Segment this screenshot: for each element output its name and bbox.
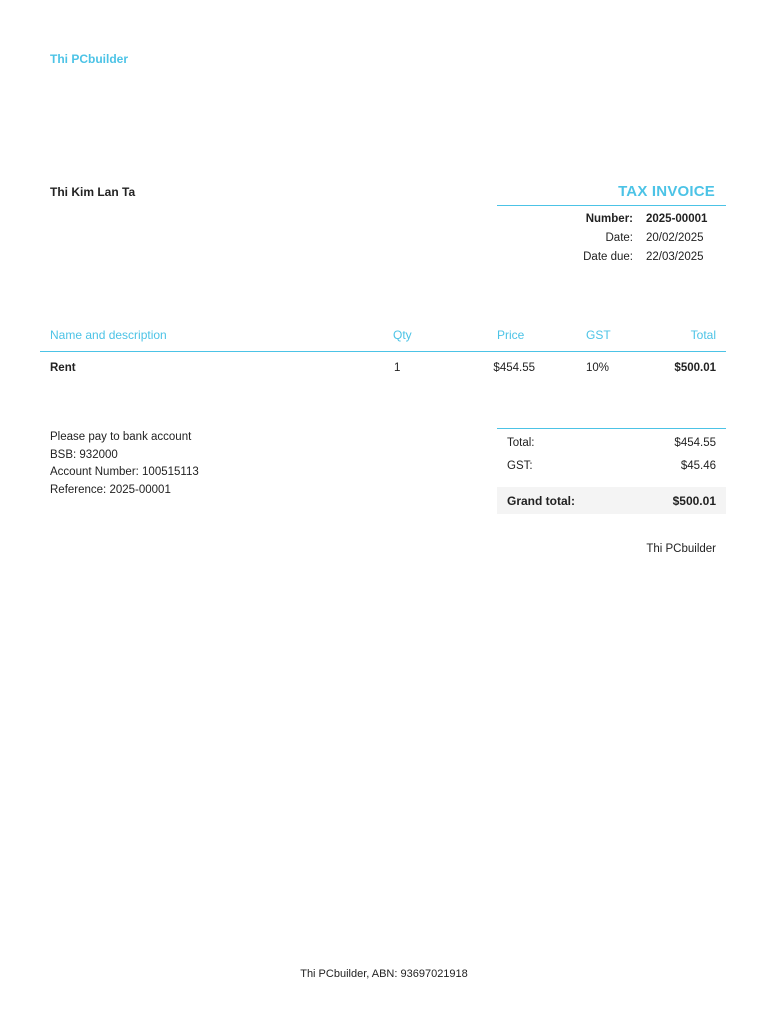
column-header-gst: GST xyxy=(586,328,611,342)
subtotal-row xyxy=(497,437,726,449)
cell-item-name: Rent xyxy=(50,362,76,374)
reference-line: Reference: 2025-00001 xyxy=(50,483,171,496)
column-header-price: Price xyxy=(497,328,525,342)
client-name: Thi Kim Lan Ta xyxy=(50,185,136,199)
account-number-line: Account Number: 100515113 xyxy=(50,466,199,478)
grand-total-row xyxy=(497,487,726,514)
grand-total-label: Grand total: xyxy=(507,493,575,508)
column-header-total: Total xyxy=(690,328,716,342)
issuer-signature: Thi PCbuilder xyxy=(646,543,716,555)
invoice-title-divider xyxy=(497,205,726,206)
cell-item-price: $454.55 xyxy=(493,362,535,374)
totals-divider xyxy=(497,428,726,429)
gst-label: GST: xyxy=(507,460,533,472)
page-footer: Thi PCbuilder, ABN: 93697021918 xyxy=(300,968,468,980)
cell-item-total: $500.01 xyxy=(674,362,716,374)
invoice-number-row xyxy=(540,213,715,225)
grand-total-value: $500.01 xyxy=(672,493,716,508)
invoice-title: TAX INVOICE xyxy=(618,183,715,200)
subtotal-label: Total: xyxy=(507,437,535,449)
column-header-qty: Qty xyxy=(393,328,412,342)
cell-item-gst: 10% xyxy=(586,362,610,374)
table-header-divider xyxy=(40,351,726,352)
invoice-date-row xyxy=(540,232,715,244)
invoice-due-value: 22/03/2025 xyxy=(646,251,704,263)
invoice-number-label: Number: xyxy=(585,213,633,225)
gst-row xyxy=(497,460,726,472)
invoice-due-label: Date due: xyxy=(583,251,633,263)
invoice-number-value: 2025-00001 xyxy=(646,213,708,225)
invoice-date-label: Date: xyxy=(605,232,633,244)
cell-item-qty: 1 xyxy=(394,362,401,374)
bsb-line: BSB: 932000 xyxy=(50,448,118,461)
column-header-name: Name and description xyxy=(50,328,167,342)
payment-instructions xyxy=(50,429,199,499)
invoice-due-row xyxy=(540,251,715,263)
subtotal-value: $454.55 xyxy=(674,437,716,449)
invoice-date-value: 20/02/2025 xyxy=(646,232,704,244)
payment-line: Please pay to bank account xyxy=(50,431,192,443)
company-name: Thi PCbuilder xyxy=(50,52,128,66)
gst-value: $45.46 xyxy=(680,460,716,472)
